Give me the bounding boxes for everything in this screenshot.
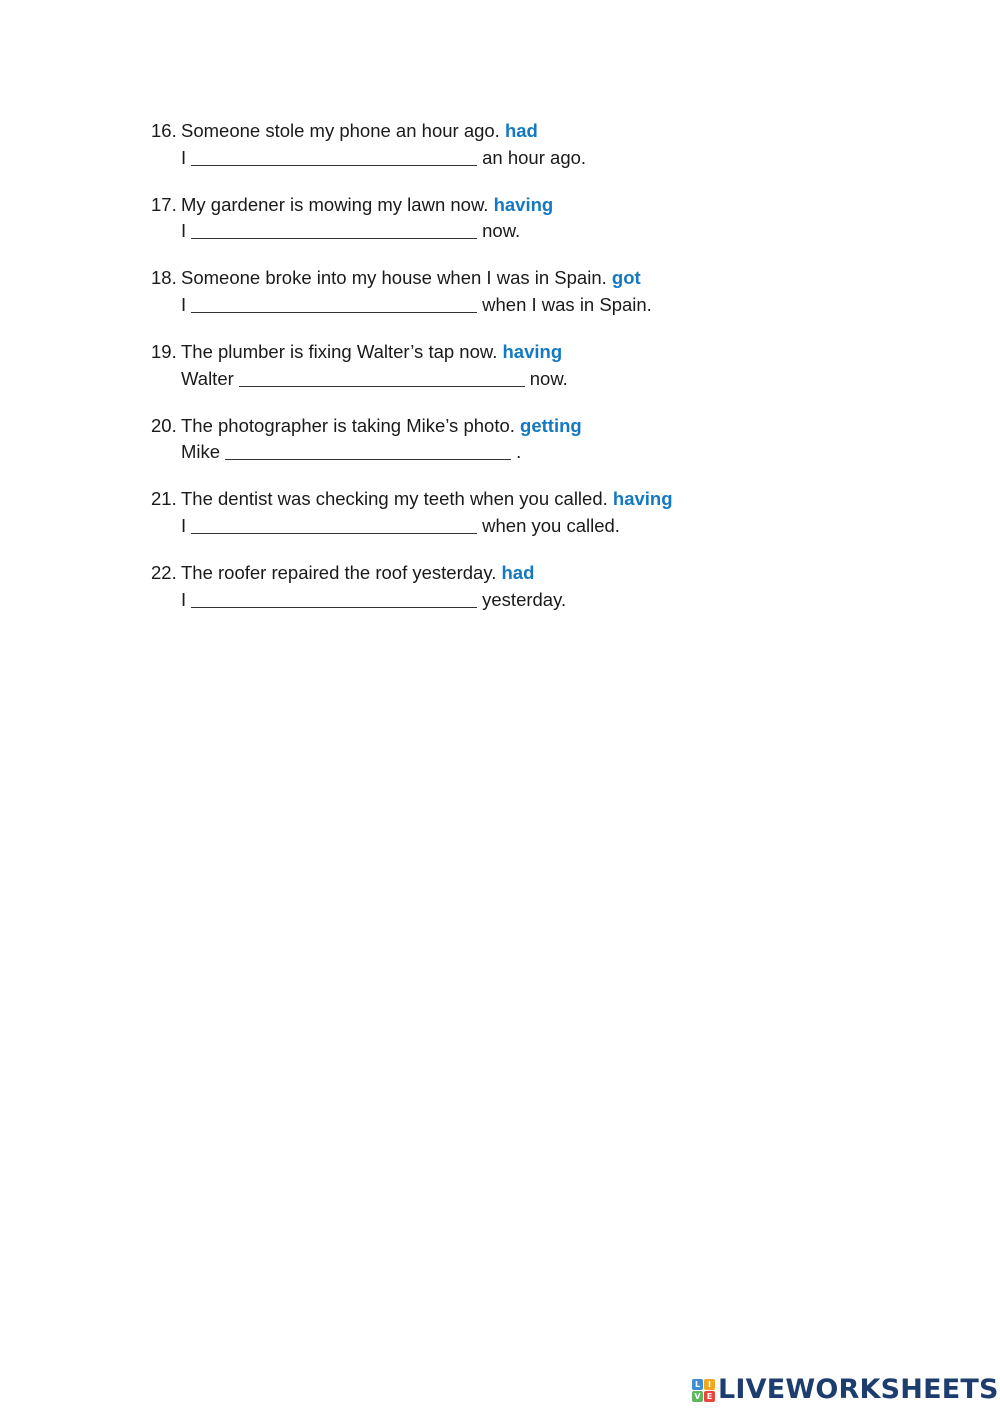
exercise-item	[151, 487, 851, 561]
answer-subject: I	[181, 220, 187, 242]
answer-ending: an hour ago.	[482, 146, 587, 168]
liveworksheets-logo	[692, 1374, 999, 1406]
answer-blank[interactable]	[191, 219, 477, 239]
answer-ending: when you called.	[482, 514, 620, 536]
exercise-number: 22.	[151, 562, 177, 584]
exercise-prompt	[151, 561, 851, 586]
exercise-item	[151, 340, 851, 414]
logo-mark-cell: V	[692, 1391, 703, 1402]
answer-blank[interactable]	[191, 293, 477, 313]
exercise-prompt	[151, 414, 851, 439]
exercise-sentence: The dentist was checking my teeth when you called.	[181, 488, 608, 510]
exercise-hint: having	[493, 193, 554, 215]
answer-blank[interactable]	[225, 440, 511, 460]
exercise-number: 21.	[151, 488, 177, 510]
answer-blank[interactable]	[191, 514, 477, 534]
answer-ending: yesterday.	[482, 588, 567, 610]
answer-line	[151, 438, 851, 465]
exercise-sentence: The plumber is fixing Walter’s tap now.	[181, 341, 498, 363]
exercise-prompt	[151, 266, 851, 291]
exercise-item	[151, 561, 851, 635]
logo-mark-cell: L	[692, 1379, 703, 1390]
answer-line	[151, 512, 851, 539]
answer-ending: now.	[529, 367, 568, 389]
exercise-hint: getting	[520, 414, 582, 436]
answer-line	[151, 586, 851, 613]
exercise-hint: having	[612, 488, 673, 510]
answer-subject: I	[181, 514, 187, 536]
answer-blank[interactable]	[191, 588, 477, 608]
logo-mark-cell: E	[704, 1391, 715, 1402]
exercise-hint: got	[611, 267, 641, 289]
exercise-number: 18.	[151, 267, 177, 289]
exercise-prompt	[151, 487, 851, 512]
exercise-sentence: Someone broke into my house when I was in Spain.	[181, 267, 607, 289]
exercise-hint: had	[504, 120, 538, 141]
exercise-sentence: The photographer is taking Mike’s photo.	[181, 414, 515, 436]
exercise-number: 16.	[151, 120, 177, 141]
exercise-hint: had	[501, 562, 535, 584]
answer-line	[151, 144, 851, 171]
answer-blank[interactable]	[239, 367, 525, 387]
answer-line	[151, 365, 851, 392]
exercise-item	[151, 414, 851, 488]
exercise-number: 20.	[151, 414, 177, 436]
answer-line	[151, 291, 851, 318]
exercise-list	[151, 119, 851, 635]
logo-mark-icon	[692, 1379, 715, 1402]
exercise-hint: having	[502, 341, 563, 363]
exercise-prompt	[151, 119, 851, 144]
exercise-prompt	[151, 193, 851, 218]
answer-subject: I	[181, 146, 187, 168]
answer-subject: I	[181, 588, 187, 610]
answer-blank[interactable]	[191, 146, 477, 166]
exercise-sentence: The roofer repaired the roof yesterday.	[181, 562, 497, 584]
answer-subject: I	[181, 293, 187, 315]
exercise-number: 19.	[151, 341, 177, 363]
exercise-item	[151, 119, 851, 193]
answer-ending: .	[516, 441, 522, 463]
exercise-item	[151, 266, 851, 340]
answer-subject: Mike	[181, 441, 221, 463]
answer-line	[151, 217, 851, 244]
logo-text: LIVEWORKSHEETS	[718, 1374, 999, 1405]
logo-mark-cell: I	[704, 1379, 715, 1390]
answer-ending: now.	[482, 220, 521, 242]
exercise-sentence: Someone stole my phone an hour ago.	[181, 120, 500, 141]
exercise-prompt	[151, 340, 851, 365]
answer-ending: when I was in Spain.	[482, 293, 652, 315]
exercise-item	[151, 193, 851, 267]
exercise-sentence: My gardener is mowing my lawn now.	[181, 193, 489, 215]
answer-subject: Walter	[181, 367, 234, 389]
exercise-number: 17.	[151, 193, 177, 215]
